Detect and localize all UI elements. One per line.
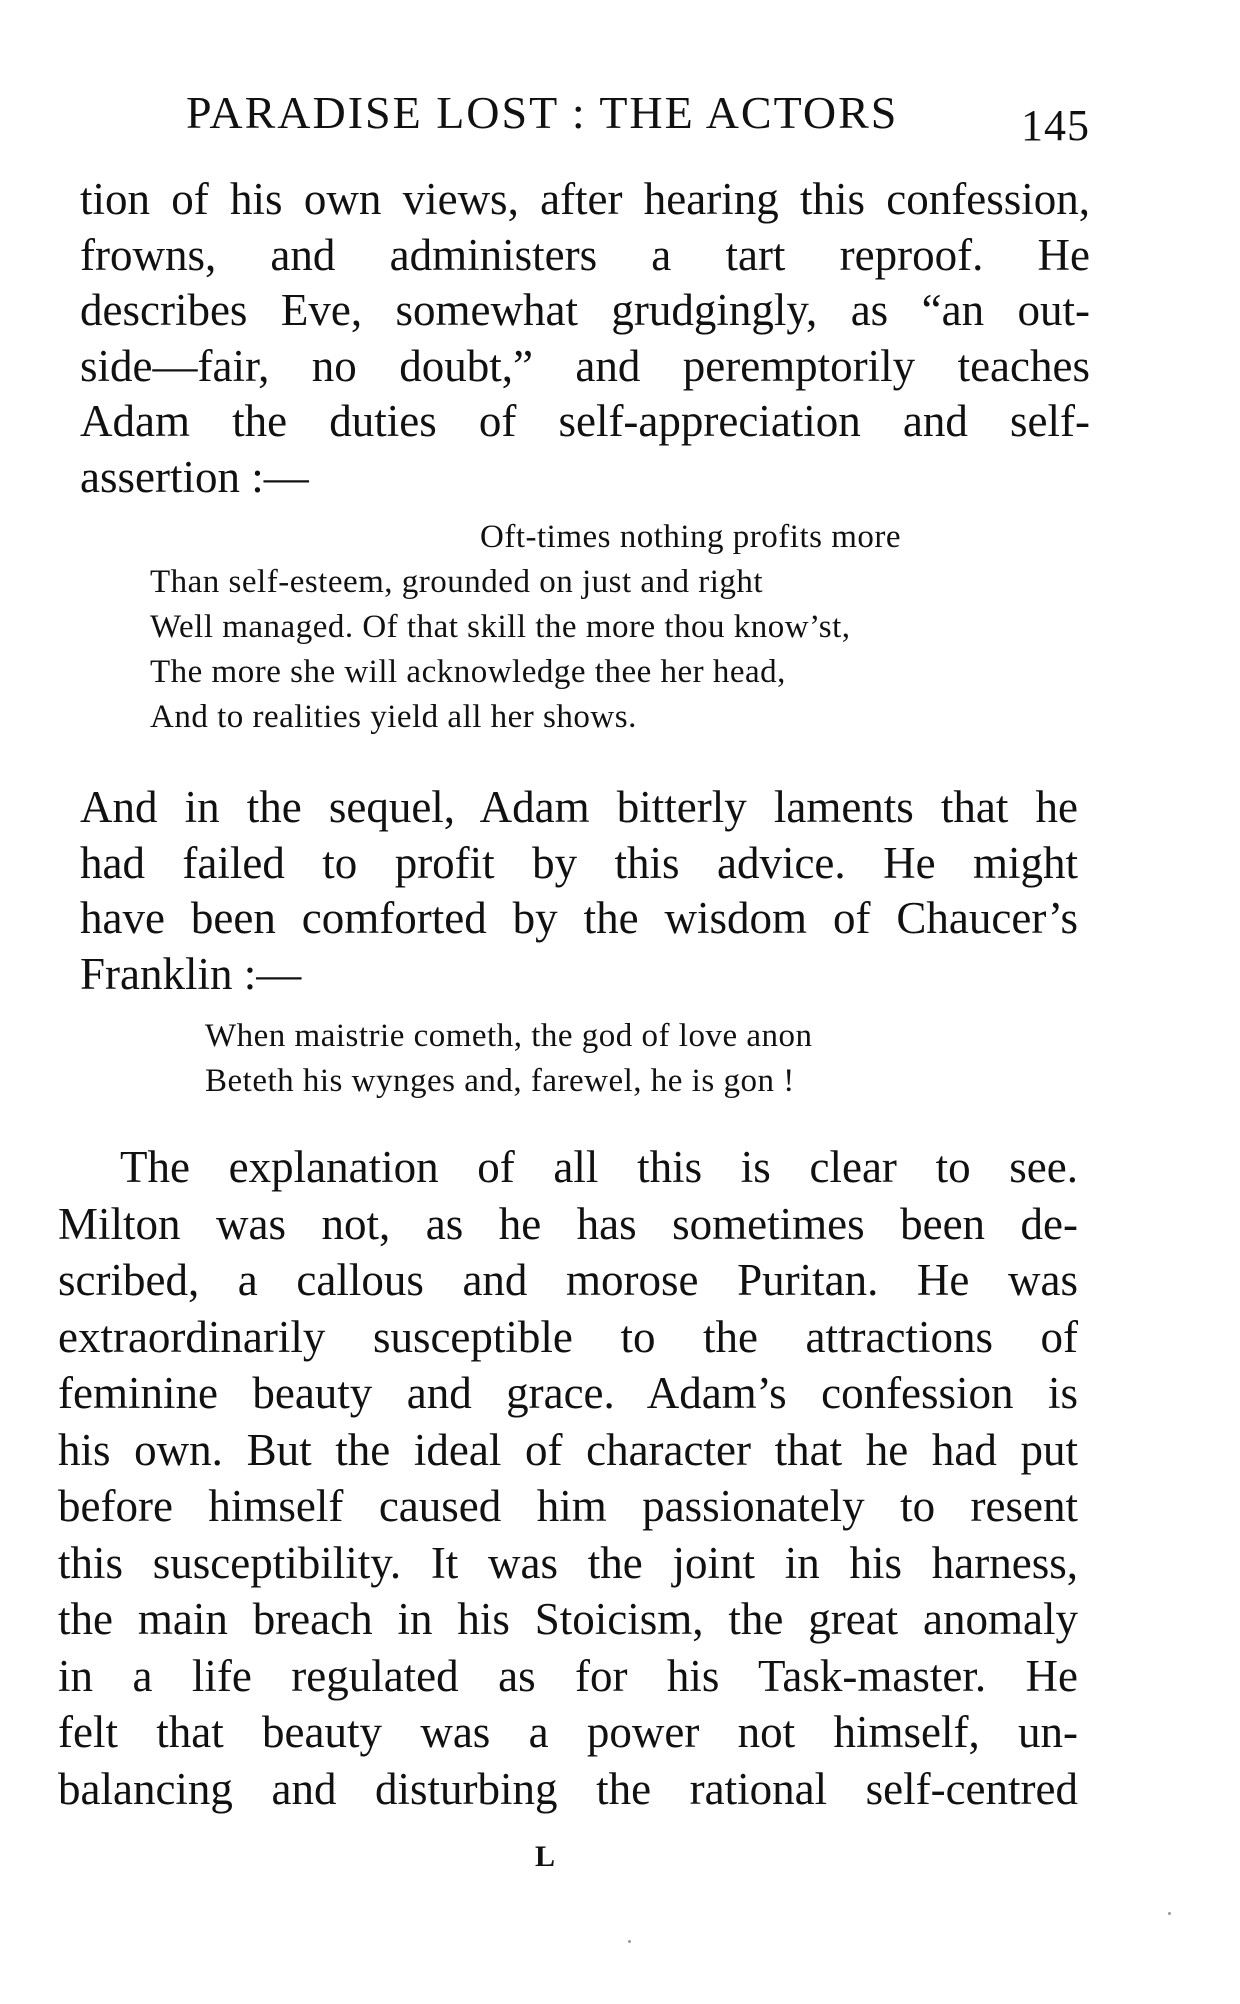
text-line: had failed to profit by this advice. He might — [80, 837, 1078, 888]
text-line: frowns, and administers a tart reproof. He — [80, 229, 1090, 280]
paragraph-2 — [80, 780, 1078, 1002]
text-line: feminine beauty and grace. Adam’s confession is — [58, 1368, 1078, 1418]
verse-line: Than self-esteem, grounded on just and right — [150, 564, 764, 600]
paper-speck — [1168, 1912, 1171, 1915]
verse-line: And to realities yield all her shows. — [150, 699, 637, 735]
text-line: felt that beauty was a power not himself, un- — [58, 1707, 1078, 1757]
text-line: side—fair, no doubt,” and peremptorily teaches — [80, 340, 1090, 391]
text-line: The explanation of all this is clear to see. — [120, 1142, 1078, 1192]
verse-quotation-2 — [205, 1014, 965, 1104]
text-line: have been comforted by the wisdom of Chaucer’s — [80, 893, 1078, 943]
text-line: extraordinarily susceptible to the attractions of — [58, 1311, 1078, 1362]
text-line: balancing and disturbing the rational self-centred — [58, 1763, 1078, 1814]
text-line: in a life regulated as for his Task-master. He — [58, 1650, 1078, 1701]
verse-line: Oft-times nothing profits more — [480, 519, 902, 555]
text-line: his own. But the ideal of character that he had put — [58, 1424, 1078, 1475]
verse-line: The more she will acknowledge thee her head, — [150, 654, 786, 690]
text-line: before himself caused him passionately to resent — [58, 1481, 1078, 1531]
text-line: Milton was not, as he has sometimes been de- — [58, 1198, 1078, 1249]
paragraph-3 — [58, 1140, 1078, 1818]
signature-mark: L — [535, 1840, 557, 1873]
running-title: PARADISE LOST : THE ACTORS — [186, 87, 899, 138]
text-line: describes Eve, somewhat grudgingly, as “an out- — [80, 285, 1090, 335]
verse-line: Beteth his wynges and, farewel, he is gon ! — [205, 1063, 795, 1099]
paragraph-1 — [80, 172, 1090, 505]
text-line: assertion :— — [80, 451, 309, 502]
text-line: this susceptibility. It was the joint in his harness, — [58, 1537, 1078, 1588]
verse-line: Well managed. Of that skill the more thou know’st, — [150, 609, 851, 645]
text-line: the main breach in his Stoicism, the great anomaly — [58, 1594, 1078, 1644]
verse-quotation-1 — [150, 515, 1000, 740]
running-header — [180, 86, 1100, 150]
text-line: Adam the duties of self-appreciation and self- — [80, 396, 1090, 446]
verse-line: When maistrie cometh, the god of love anon — [205, 1018, 813, 1054]
text-line: scribed, a callous and morose Puritan. He was — [58, 1255, 1078, 1305]
page-number: 145 — [1021, 101, 1090, 150]
paper-speck — [628, 1940, 631, 1943]
text-line: And in the sequel, Adam bitterly laments that he — [80, 782, 1078, 832]
text-line: tion of his own views, after hearing this confession, — [80, 174, 1090, 224]
text-line: Franklin :— — [80, 948, 302, 999]
